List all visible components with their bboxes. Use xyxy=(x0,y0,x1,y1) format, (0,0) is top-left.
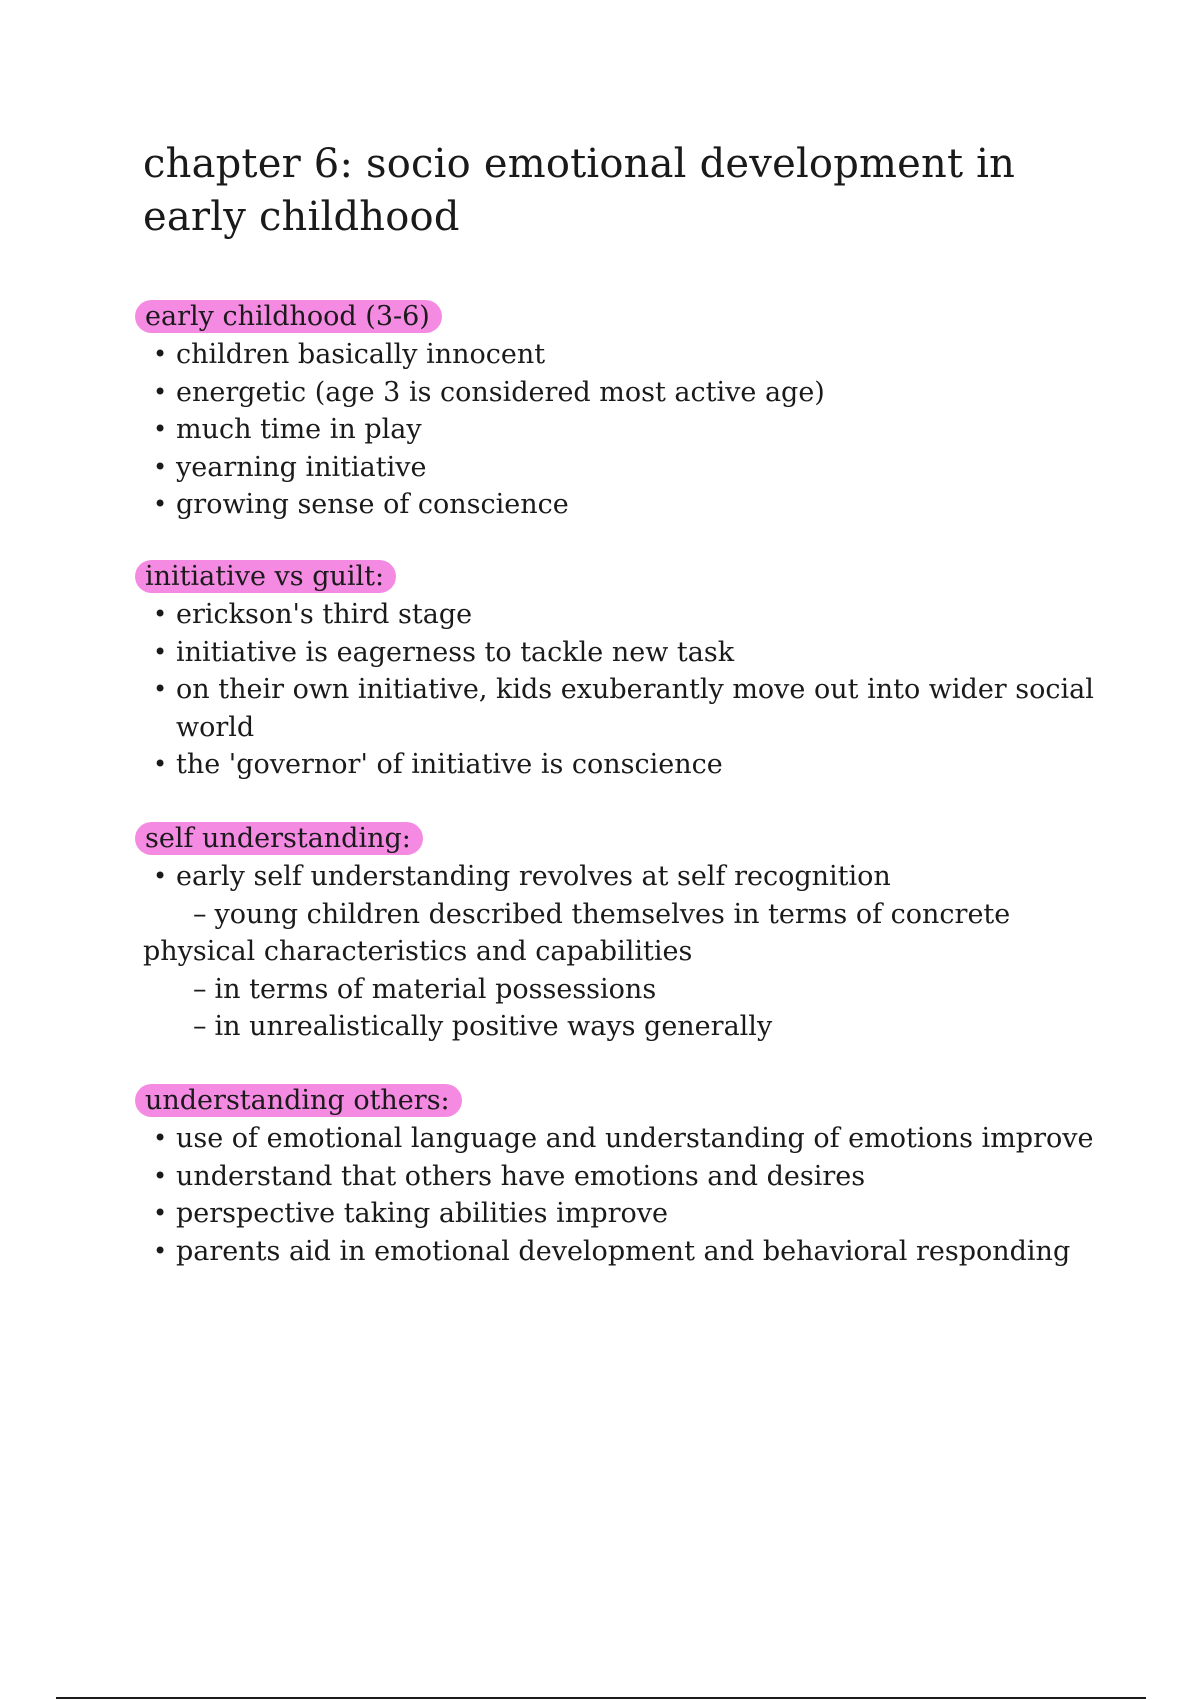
bullet-list xyxy=(143,1120,1103,1270)
sub-item-text: young children described themselves in terms of concrete xyxy=(214,898,1011,930)
dash-marker: – xyxy=(193,973,207,1005)
page-bottom-rule xyxy=(56,1697,1146,1699)
section-initiative-vs-guilt xyxy=(143,560,1103,784)
sub-list-item xyxy=(143,971,1103,1009)
bullet-list xyxy=(143,858,1103,1046)
sub-list-item xyxy=(143,896,1103,934)
dash-marker: – xyxy=(193,1011,207,1042)
sub-item-text: in unrealistically positive ways generally xyxy=(214,1011,773,1042)
sub-list-item-continuation: physical characteristics and capabilities xyxy=(143,936,693,967)
list-item: • initiative is eagerness to tackle new task xyxy=(143,634,1103,672)
sub-item-text: in terms of material possessions xyxy=(214,973,657,1005)
section-understanding-others xyxy=(143,1084,1103,1270)
list-item: • the 'governor' of initiative is conscience xyxy=(143,746,1103,784)
sub-list-item xyxy=(143,1008,1103,1046)
list-item: • much time in play xyxy=(143,411,1103,449)
list-item: • energetic (age 3 is considered most active age) xyxy=(143,374,1103,412)
list-item: • on their own initiative, kids exuberantly move out into wider social world xyxy=(143,671,1103,746)
list-item: • yearning initiative xyxy=(143,449,1103,487)
section-heading: early childhood (3-6) xyxy=(135,300,442,333)
list-item: • use of emotional language and understanding of emotions improve xyxy=(143,1120,1103,1158)
dash-marker: – xyxy=(193,898,207,930)
list-item: • children basically innocent xyxy=(143,336,1103,374)
list-item: • perspective taking abilities improve xyxy=(143,1195,1103,1233)
section-heading: self understanding: xyxy=(135,822,423,855)
list-item: • early self understanding revolves at self recognition xyxy=(143,858,1103,896)
list-item: • parents aid in emotional development and behavioral responding xyxy=(143,1233,1103,1271)
section-heading: understanding others: xyxy=(135,1084,462,1117)
section-early-childhood xyxy=(143,300,1103,524)
list-item: • understand that others have emotions and desires xyxy=(143,1158,1103,1196)
list-item: • growing sense of conscience xyxy=(143,486,1103,524)
section-self-understanding xyxy=(143,822,1103,1046)
list-item: • erickson's third stage xyxy=(143,596,1103,634)
page-title: chapter 6: socio emotional development in early childhood xyxy=(143,141,1016,240)
section-heading: initiative vs guilt: xyxy=(135,560,396,593)
bullet-list xyxy=(143,336,1103,524)
bullet-list xyxy=(143,596,1103,784)
